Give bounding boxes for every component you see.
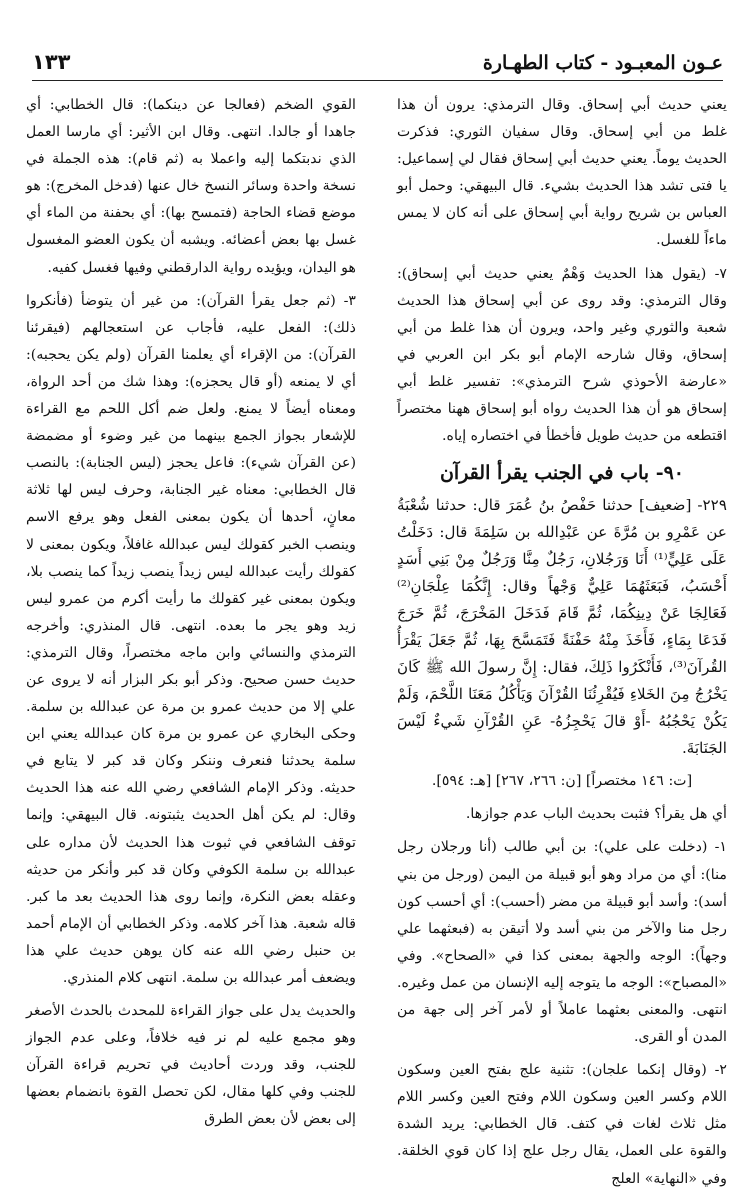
page-number: ١٣٣ [32,50,71,74]
paragraph: ١- (دخلت على علي): بن أبي طالب (أنا ورجلان رجل منا): أي من مراد وهو أبو قبيلة من اليمن (ورجل من بني أسد): وأسد أبو قبيلة من مضر (أحسب): أي أحسب كون رجل منا والآخر من بني أسد ولا أتيقن به (فبعثهما علي وجهاً): الوجه والجهة بمعنى كذا في «الصحاح». وفي «المصباح»: الوجه ما يتوجه إليه الإنسان من عمل وغيره. انتهى. والمعنى بعثهما عاملاً أو لأمر آخر إلى جهة من المدن أو القرى. [397,839,727,1046]
paragraph: ٢- (وقال إنكما علجان): تثنية علج بفتح العين وسكون اللام وكسر العين وسكون اللام وفتح العين وكسر اللام مثل ثلاث لغات في كتف. قال الخطابي: يريد الشدة والقوة على العمل، يقال رجل علج إذا كان قوي الخلقة. وفي «النهاية» العلج [397,1062,727,1187]
right-column [397,92,727,1199]
paragraph: يعني حديث أبي إسحاق. وقال الترمذي: يرون أن هذا غلط من أبي إسحاق. وقال سفيان الثوري: فذكرت الحديث يوماً. يعني حديث أبي إسحاق فقال لي إسماعيل: يا فتى تشد هذا الحديث بشيء. قال البيهقي: وحمل أبو العباس بن شريح رواية أبي إسحاق على أنه كان لا يمس ماءاً للغسل. [397,97,727,249]
page-header [32,40,723,81]
paragraph: والحديث يدل على جواز القراءة للمحدث بالحدث الأصغر وهو مجمع عليه لم نر فيه خلافاً، وعلى عدم الجواز للجنب، وقد وردت أحاديث في تحريم قراءة القرآن للجنب وفي كلها مقال، لكن تحصل القوة بانضمام بعضها إلى بعض لأن بعض الطرق [26,1003,356,1128]
paragraph: ٧- (يقول هذا الحديث وَهْمٌ يعني حديث أبي إسحاق): وقال الترمذي: وقد روى عن أبي إسحاق هذا الحديث شعبة والثوري وغير واحد، ويرون أن هذا غلط من أبي إسحاق، وقال شارحه الإمام أبو بكر ابن العربي في «عارضة الأحوذي شرح الترمذي»: تفسير غلط أبي إسحاق هو أن هذا الحديث رواه أبو إسحاق ههنا مختصراً اقتطعه من حديث طويل فأخطأ في اختصاره إياه. [397,265,727,445]
running-title: عـون المعبـود - كتاب الطهـارة [482,52,723,74]
paragraph: أي هل يقرأ؟ فثبت بحديث الباب عدم جوازها. [465,806,727,823]
hadith-text: ٢٢٩- [ضعيف] حدثنا حَفْصُ بنُ عُمَرَ قال: حدثنا شُعْبَةُ عن عَمْرِو بن مُرَّةَ عن عَبْدِالله بن سَلِمَةَ قال: دَخَلْتُ عَلَى عَلِيٍّ⁽¹⁾ أَنَا وَرَجُلانِ، رَجُلٌ مِنَّا وَرَجُلٌ مِنْ بَنِي أَسَدٍ أَحْسَبُ، فَبَعَثَهُمَا عَلِيٌّ وَجْهاً وقال: إِنَّكُمَا عِلْجَانِ⁽²⁾ فَعَالِجَا عَنْ دِينِكُمَا، ثُمَّ قَامَ فَدَخَلَ المَخْرَجَ، ثُمَّ خَرَجَ فَدَعَا بِمَاءٍ، فَأَخَذَ مِنْهُ حَفْنَةً فَتَمَسَّحَ بِهَا، ثُمَّ جَعَلَ يَقْرَأُ القُرآنَ⁽³⁾، فَأَنْكَرُوا ذَلِكَ، فقال: إِنَّ رسولَ الله ﷺ كَانَ يَخْرُجُ مِنَ الخَلاءِ فَيُقْرِئُنَا القُرْآنَ وَيَأْكُلُ مَعَنَا اللَّحْمَ، وَلَمْ يَكُنْ يَحْجُبُهُ -أَوْ قالَ يَحْجِزُهُ- عَنِ القُرْآنِ شَيءٌ لَيْسَ الجَنَابَةَ. [397,496,727,758]
takhrij-reference: [ت: ١٤٦ مختصراً] [ن: ٢٦٦، ٢٦٧] [هـ: ٥٩٤]. [431,773,693,790]
paragraph: القوي الضخم (فعالجا عن دينكما): قال الخطابي: أي جاهدا أو جالدا. انتهى. وقال ابن الأثير: أي مارسا العمل الذي ندبتكما إليه واعملا به (ثم قام): هذه الجملة في نسخة واحدة وسائر النسخ خال عنها (فدخل المخرج): هو موضع قضاء الحاجة (فتمسح بها): أي بحفنة من الماء أي غسل بها بعض أعضائه. ويشبه أن يكون العضو المغسول هو اليدان، ويؤيده رواية الدارقطني وفيها فغسل كفيه. [26,97,356,276]
left-column [26,92,356,1140]
chapter-heading: ٩٠- باب في الجنب يقرأ القرآن [439,462,685,485]
paragraph: ٣- (ثم جعل يقرأ القرآن): من غير أن يتوضأ (فأنكروا ذلك): الفعل عليه، فأجاب عن استعجالهم (فيقرئنا القرآن): من الإقراء أي يعلمنا القرآن (ولم يكن يحجبه): أي لا يمنعه (أو قال يحجزه): وهذا شك من أحد الرواة، ومعناه أيضاً لا يمنع. ولعل ضم أكل اللحم مع القراءة للإشعار بجواز الجمع بينهما من غير وضوء أو مضمضة (عن القرآن شيء): فاعل يحجز (ليس الجنابة): بالنصب قال الخطابي: معناه غير الجنابة، وحرف ليس لها ثلاثة معانٍ، أحدها أن يكون بمعنى الفعل وهو يرفع الاسم وينصب الخبر كقولك ليس عبدالله غافلاً، ويكون بمعنى لا كقولك رأيت عبدالله ليس زيداً ينصب زيداً كما ينصب بلا، ويكون بمعنى غير كقولك ما رأيت أكرم من عمرو ليس زيد وهو يجر ما بعده. انتهى. قال المنذري: وأخرجه الترمذي والنسائي وابن ماجه مختصراً، وقال الترمذي: حديث حسن صحيح. وذكر أبو بكر البزار أنه لا يروى عن علي إلا من حديث عمرو بن مرة عن عبدالله بن سلمة. وحكى البخاري عن عمرو بن مرة كان عبدالله يعني ابن سلمة يحدثنا فنعرف وننكر وكان قد كبر لا يتابع في حديثه. وذكر الإمام الشافعي رضي الله عنه هذا الحديث وقال: لم يكن أهل الحديث يثبتونه. قال البيهقي: وإنما توقف الشافعي في ثبوت هذا الحديث لأن مداره على عبدالله بن سلمة الكوفي وكان قد كبر وأنكر من حديثه وعقله بعض النكرة، وإنما روى هذا الحديث بعد ما كبر. قاله شعبة. هذا آخر كلامه. وذكر الخطابي أن الإمام أحمد بن حنبل رضي الله عنه كان يوهن حديث علي هذا ويضعف أمر عبدالله بن سلمة. انتهى كلام المنذري. [26,292,356,986]
